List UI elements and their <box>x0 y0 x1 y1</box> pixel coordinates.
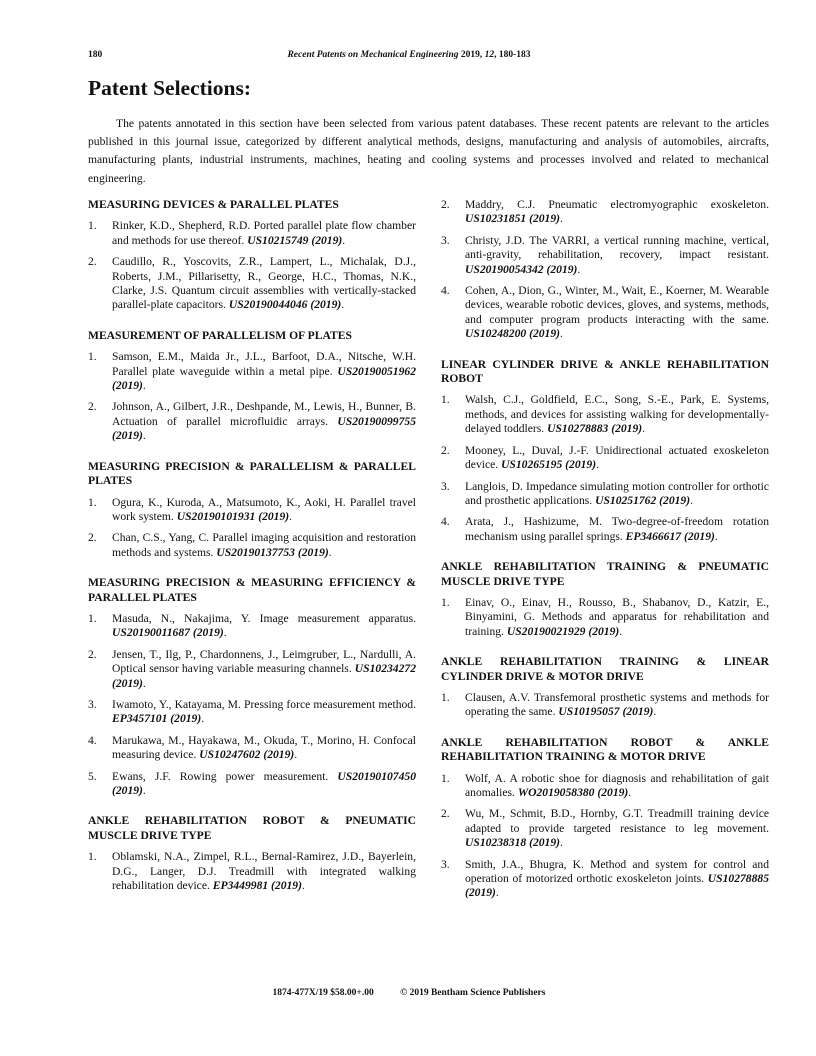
entry-number: 2. <box>441 198 450 211</box>
patent-list <box>88 850 416 893</box>
patent-number: US20190101931 (2019) <box>176 509 290 523</box>
entry-period: . <box>560 212 563 226</box>
entry-period: . <box>201 712 205 726</box>
patent-entry <box>88 648 416 691</box>
patent-entry <box>88 698 416 727</box>
patent-list <box>88 350 416 443</box>
patent-number: US20190021929 (2019) <box>506 624 620 638</box>
section-heading: ANKLE REHABILITATION ROBOT & ANKLE REHABILITATION TRAINING & MOTOR DRIVE <box>441 735 769 764</box>
entry-period: . <box>495 886 499 900</box>
right-column <box>441 198 769 917</box>
patent-section <box>441 560 769 639</box>
entry-period: . <box>653 705 657 719</box>
entry-period: . <box>714 529 718 543</box>
entry-number: 1. <box>88 850 97 864</box>
entry-number: 3. <box>441 233 450 247</box>
entry-period: . <box>142 784 146 797</box>
patent-entry <box>441 480 769 509</box>
entry-number: 2. <box>441 807 450 821</box>
patent-list <box>88 496 416 561</box>
patent-entry <box>88 734 416 763</box>
entry-period: . <box>560 327 563 341</box>
entry-period: . <box>342 233 346 247</box>
entry-period: . <box>142 429 146 443</box>
journal-name: Recent Patents on Mechanical Engineering <box>287 50 459 60</box>
patent-number: US20190137753 (2019) <box>216 545 329 559</box>
patent-number: US10278885 (2019) <box>465 872 769 900</box>
entry-citation: Johnson, A., Gilbert, J.R., Deshpande, M., Lewis, H., Bunner, B. Actuation of parallel microfluidic arrays. <box>112 400 416 428</box>
patent-number: US10234272 (2019) <box>112 662 416 690</box>
patent-entry <box>441 198 769 227</box>
patent-entry <box>88 531 416 560</box>
patent-section <box>441 198 769 342</box>
patent-list <box>441 596 769 639</box>
entry-number: 3. <box>441 479 450 493</box>
entry-citation: Ogura, K., Kuroda, A., Matsumoto, K., Aoki, H. Parallel travel work system. <box>112 495 416 523</box>
entry-number: 3. <box>88 697 97 711</box>
intro-paragraph: The patents annotated in this section have been selected from various patent databases. These recent patents are relevant to the articles published in this journal issue, categorized by different analytical methods, designs, manufacturing and analysis of automobiles, aircrafts, manufacturing plants, industrial instruments, machines, heating and cooling systems and processes involved and related to mechanical engineering. <box>88 117 769 185</box>
patent-entry <box>441 444 769 473</box>
patent-number: US20190107450 (2019) <box>112 769 416 797</box>
patent-entry <box>88 400 416 443</box>
price-code: 1874-477X/19 $58.00+.00 <box>272 988 374 998</box>
patent-section <box>441 655 769 720</box>
page-footer <box>88 988 730 998</box>
entry-citation: Samson, E.M., Maida Jr., J.L., Barfoot, D.A., Nitsche, W.H. Parallel plate waveguide within a metal pipe. <box>112 350 416 378</box>
entry-citation: Walsh, C.J., Goldfield, E.C., Song, S.-E., Park, E. Systems, methods, and devices for assisting walking for developmentally-delayed toddlers. <box>465 393 769 436</box>
journal-citation <box>88 50 730 60</box>
entry-number: 4. <box>88 733 97 747</box>
page-number: 180 <box>88 50 103 60</box>
entry-citation: Einav, O., Einav, H., Rousso, B., Shabanov, D., Katzir, E., Binyamini, G. Methods and apparatus for rehabilitation and training. <box>465 595 769 638</box>
entry-period: . <box>142 676 146 690</box>
patent-section <box>88 198 416 313</box>
patent-list <box>441 772 769 901</box>
patent-list <box>88 219 416 312</box>
patent-entry <box>441 772 769 801</box>
entry-period: . <box>642 422 646 436</box>
journal-pages: , 180-183 <box>494 50 531 60</box>
entry-number: 2. <box>441 443 450 457</box>
patent-section <box>441 736 769 901</box>
entry-number: 4. <box>441 284 450 298</box>
entry-period: . <box>301 879 305 893</box>
patent-section <box>88 460 416 560</box>
patent-entry <box>88 496 416 525</box>
running-header <box>88 50 730 64</box>
left-column <box>88 198 416 909</box>
entry-citation: Wolf, A. A robotic shoe for diagnosis and rehabilitation of gait anomalies. <box>465 771 769 799</box>
entry-period: . <box>289 509 293 523</box>
patent-entry <box>441 858 769 901</box>
page-title: Patent Selections: <box>88 76 252 100</box>
patent-list <box>441 691 769 720</box>
patent-entry <box>441 596 769 639</box>
section-heading: MEASUREMENT OF PARALLELISM OF PLATES <box>88 328 352 342</box>
entry-citation: Rinker, K.D., Shepherd, R.D. Ported parallel plate flow chamber and methods for use thereof. <box>112 219 416 247</box>
patent-section <box>88 576 416 798</box>
patent-section <box>88 329 416 444</box>
patent-number: US20190044046 (2019) <box>228 298 342 312</box>
patent-number: US10278883 (2019) <box>547 422 643 436</box>
copyright: © 2019 Bentham Science Publishers <box>400 988 546 998</box>
entry-number: 2. <box>88 531 97 545</box>
entry-citation: Smith, J.A., Bhugra, K. Method and system for control and operation of motorized orthotic exoskeleton joints. <box>465 857 769 886</box>
section-heading: MEASURING PRECISION & PARALLELISM & PARALLEL PLATES <box>88 459 416 488</box>
entry-number: 1. <box>88 495 97 509</box>
entry-citation: Marukawa, M., Hayakawa, M., Okuda, T., Morino, H. Confocal measuring device. <box>112 733 416 762</box>
patent-number: US10215749 (2019) <box>247 233 343 247</box>
entry-number: 3. <box>441 857 450 871</box>
patent-entry <box>441 393 769 436</box>
patent-list <box>441 393 769 544</box>
patent-entry <box>441 515 769 544</box>
patent-entry <box>88 255 416 313</box>
patent-entry <box>88 350 416 393</box>
entry-citation: Jensen, T., Ilg, P., Chardonnens, J., Leimgruber, L., Nardulli, A. Optical sensor having variable measuring channels. <box>112 647 416 676</box>
patent-entry <box>88 850 416 893</box>
patent-number: US10238318 (2019) <box>465 836 561 850</box>
patent-number: WO2019058380 (2019) <box>517 786 629 799</box>
entry-number: 5. <box>88 769 97 783</box>
entry-number: 1. <box>88 350 97 364</box>
patent-number: US20190054342 (2019) <box>465 262 578 276</box>
entry-number: 4. <box>441 515 450 529</box>
entry-number: 1. <box>441 690 450 704</box>
entry-citation: Maddry, C.J. Pneumatic electromyographic exoskeleton. <box>465 198 769 211</box>
entry-period: . <box>328 545 332 559</box>
entry-number: 2. <box>88 647 97 661</box>
entry-citation: Wu, M., Schmit, B.D., Hornby, G.T. Treadmill training device adapted to provide targeted resistance to leg movement. <box>465 807 769 835</box>
entry-citation: Cohen, A., Dion, G., Winter, M., Wait, E., Koerner, M. Wearable devices, wearable robotic devices, gloves, and systems, methods, and computer program products interacting with the same. <box>465 284 769 326</box>
section-heading: MEASURING DEVICES & PARALLEL PLATES <box>88 198 339 211</box>
patent-section <box>441 358 769 544</box>
patent-list <box>441 198 769 342</box>
patent-number: EP3457101 (2019) <box>112 712 202 726</box>
patent-number: EP3449981 (2019) <box>212 879 302 893</box>
patent-list <box>88 612 416 798</box>
entry-citation: Langlois, D. Impedance simulating motion controller for orthotic and prosthetic applications. <box>465 479 769 507</box>
patent-number: US20190051962 (2019) <box>112 364 416 393</box>
entry-number: 1. <box>88 611 97 625</box>
entry-number: 2. <box>88 400 97 414</box>
patent-number: US10265195 (2019) <box>501 458 597 472</box>
patent-number: US10248200 (2019) <box>465 327 561 341</box>
patent-entry <box>441 807 769 850</box>
entry-citation: Mooney, L., Duval, J.-F. Unidirectional actuated exoskeleton device. <box>465 443 769 472</box>
patent-number: US10195057 (2019) <box>558 705 654 719</box>
patent-entry <box>88 219 416 248</box>
entry-period: . <box>628 786 632 799</box>
entry-number: 1. <box>88 219 97 233</box>
section-heading: ANKLE REHABILITATION TRAINING & PNEUMATIC MUSCLE DRIVE TYPE <box>441 560 769 588</box>
section-heading: ANKLE REHABILITATION ROBOT & PNEUMATIC MUSCLE DRIVE TYPE <box>88 814 416 842</box>
entry-period: . <box>619 624 623 638</box>
entry-citation: Iwamoto, Y., Katayama, M. Pressing force measurement method. <box>112 697 416 711</box>
entry-citation: Clausen, A.V. Transfemoral prosthetic systems and methods for operating the same. <box>465 690 769 719</box>
journal-volume: 12 <box>484 50 495 60</box>
patent-section <box>88 814 416 893</box>
entry-period: . <box>341 298 345 312</box>
entry-period: . <box>560 836 563 850</box>
entry-citation: Christy, J.D. The VARRI, a vertical running machine, vertical, anti-gravity, rehabilitation, recovery, impact resistant. <box>465 233 769 262</box>
patent-entry <box>88 612 416 641</box>
entry-citation: Ewans, J.F. Rowing power measurement. <box>112 769 338 783</box>
patent-number: US10251762 (2019) <box>595 493 691 507</box>
entry-citation: Arata, J., Hashizume, M. Two-degree-of-freedom rotation mechanism using parallel springs. <box>465 515 769 543</box>
entry-period: . <box>223 626 227 640</box>
entry-citation: Masuda, N., Nakajima, Y. Image measurement apparatus. <box>112 611 416 625</box>
entry-period: . <box>577 262 581 276</box>
entry-period: . <box>596 458 599 472</box>
entry-number: 1. <box>441 595 450 609</box>
patent-entry <box>88 770 416 799</box>
entry-number: 2. <box>88 255 97 269</box>
patent-number: US20190099755 (2019) <box>112 414 416 443</box>
patent-number: US20190011687 (2019) <box>112 626 224 640</box>
entry-citation: Oblamski, N.A., Zimpel, R.L., Bernal-Ramirez, J.D., Bayerlein, D.G., Langer, D.J. Treadmill with integrated walking rehabilitation device. <box>112 850 416 893</box>
entry-number: 1. <box>441 393 450 407</box>
entry-period: . <box>294 748 298 762</box>
patent-number: US10247602 (2019) <box>199 748 295 762</box>
section-heading: MEASURING PRECISION & MEASURING EFFICIENCY & PARALLEL PLATES <box>88 576 416 604</box>
patent-number: US10231851 (2019) <box>465 212 561 226</box>
journal-year: 2019, <box>460 50 485 60</box>
entry-citation: Chan, C.S., Yang, C. Parallel imaging acquisition and restoration methods and systems. <box>112 531 416 559</box>
section-heading: LINEAR CYLINDER DRIVE & ANKLE REHABILITATION ROBOT <box>441 357 769 386</box>
entry-citation: Caudillo, R., Yoscovits, Z.R., Lampert, L., Michalak, D.J., Roberts, J.M., Pillarisetty, R., George, H.C., Thomas, N.K., Clarke, J.S. Quantum circuit assemblies with vertically-stacked parallel-plate capacitors. <box>112 255 416 312</box>
entry-period: . <box>142 379 146 393</box>
patent-entry <box>441 284 769 342</box>
patent-entry <box>441 691 769 720</box>
entry-period: . <box>690 493 693 507</box>
patent-entry <box>441 234 769 277</box>
entry-number: 1. <box>441 771 450 785</box>
patent-number: EP3466617 (2019) <box>625 529 715 543</box>
section-heading: ANKLE REHABILITATION TRAINING & LINEAR CYLINDER DRIVE & MOTOR DRIVE <box>441 655 769 683</box>
